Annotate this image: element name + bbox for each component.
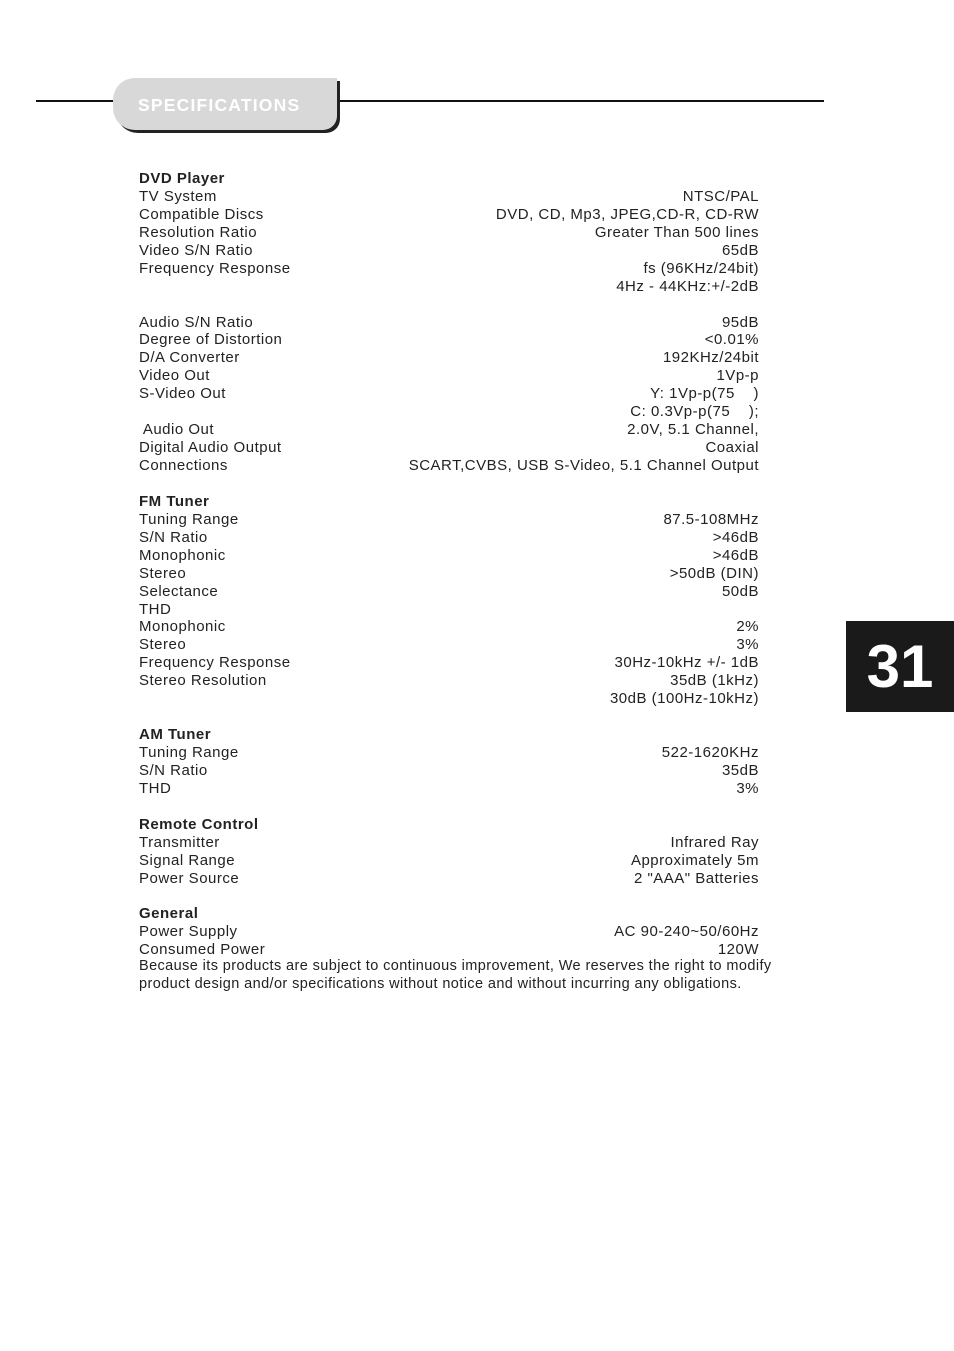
- spec-label: Digital Audio Output: [139, 439, 282, 457]
- spec-value: 87.5-108MHz: [663, 510, 759, 528]
- spec-label: Transmitter: [139, 833, 220, 851]
- spec-row: [139, 278, 759, 296]
- spec-row: [139, 529, 759, 547]
- spec-value: Approximately 5m: [630, 851, 759, 869]
- spec-label: THD: [139, 600, 172, 618]
- spec-label: Stereo: [139, 564, 187, 582]
- spec-value: >50dB (DIN): [669, 564, 759, 582]
- spec-value: >46dB: [712, 546, 759, 564]
- spec-label: S-Video Out: [139, 385, 226, 403]
- spec-row: [139, 762, 759, 780]
- section-heading-text: AM Tuner: [139, 726, 212, 744]
- spec-value: 35dB: [721, 761, 759, 779]
- spec-row: [139, 457, 759, 475]
- page-number-badge: [846, 621, 954, 712]
- section-heading: [139, 816, 759, 834]
- section-heading-text: FM Tuner: [139, 492, 210, 510]
- spec-row: [139, 242, 759, 260]
- spec-row: [139, 314, 759, 332]
- spec-value: 95dB: [721, 313, 759, 331]
- section-heading-text: DVD Player: [139, 170, 225, 187]
- spec-label: Video S/N Ratio: [139, 241, 253, 259]
- spec-value: 522-1620KHz: [661, 744, 759, 761]
- spec-row: [139, 654, 759, 672]
- spec-row: [139, 672, 759, 690]
- spec-label: Degree of Distortion: [139, 331, 283, 349]
- footnote: Because its products are subject to continuous improvement, We reserves the right to modify product design and/or specifications without notice and without incurring any obligations.: [139, 958, 772, 992]
- spec-value: 65dB: [721, 241, 759, 259]
- spec-row: [139, 834, 759, 852]
- header-rule-right: [338, 100, 824, 102]
- spec-value: 1Vp-p: [716, 367, 759, 385]
- section-gap: [139, 798, 759, 816]
- spec-row: [139, 852, 759, 870]
- spec-row: [139, 547, 759, 565]
- section-heading: [139, 726, 759, 744]
- spec-value: 50dB: [721, 582, 759, 600]
- spec-label: TV System: [139, 187, 217, 205]
- spec-value: 4Hz - 44KHz:+/-2dB: [616, 277, 759, 295]
- spec-row: [139, 601, 759, 619]
- spec-row: [139, 511, 759, 529]
- page-number: 31: [866, 633, 934, 700]
- spec-row: [139, 224, 759, 242]
- spec-label: Video Out: [139, 367, 210, 385]
- spec-row: [139, 618, 759, 636]
- spec-row: [139, 870, 759, 888]
- spec-row: [139, 260, 759, 278]
- spacer-row: [139, 708, 759, 726]
- spec-row: [139, 780, 759, 798]
- spec-label: Signal Range: [139, 851, 236, 869]
- spec-value: Coaxial: [705, 439, 759, 457]
- specifications-list: [139, 170, 759, 959]
- spec-value: fs (96KHz/24bit): [643, 259, 759, 277]
- spec-label: Stereo Resolution: [139, 672, 267, 690]
- section-title-tab: [113, 78, 337, 130]
- spec-label: Tuning Range: [139, 744, 239, 761]
- spec-value: Greater Than 500 lines: [594, 223, 759, 241]
- spec-row: [139, 923, 759, 941]
- spec-label: Frequency Response: [139, 259, 291, 277]
- spec-value: 192KHz/24bit: [662, 349, 759, 367]
- spec-label: Power Supply: [139, 923, 238, 941]
- spec-label: Connections: [139, 457, 228, 474]
- spec-row: [139, 690, 759, 708]
- spec-value: 3%: [736, 779, 759, 797]
- spec-value: <0.01%: [704, 331, 759, 349]
- spec-label: Audio S/N Ratio: [139, 313, 254, 331]
- page-title: SPECIFICATIONS: [138, 95, 301, 115]
- spec-value: Infrared Ray: [670, 833, 759, 851]
- spec-value: 2%: [736, 618, 759, 636]
- section-gap: [139, 888, 759, 906]
- spec-row: [139, 367, 759, 385]
- spec-label: Tuning Range: [139, 510, 239, 528]
- spec-value: 30Hz-10kHz +/- 1dB: [614, 654, 759, 672]
- spec-row: [139, 636, 759, 654]
- spec-label: Consumed Power: [139, 941, 266, 959]
- spec-value: 30dB (100Hz-10kHz): [609, 690, 759, 708]
- spec-row: [139, 385, 759, 403]
- section-heading: [139, 493, 759, 511]
- spec-row: [139, 331, 759, 349]
- spec-label: Compatible Discs: [139, 205, 264, 223]
- header-rule-left: [36, 100, 116, 102]
- spec-row: [139, 421, 759, 439]
- spec-label: D/A Converter: [139, 349, 240, 367]
- spec-value: 2 "AAA" Batteries: [633, 869, 759, 887]
- spec-row: [139, 583, 759, 601]
- spec-value: AC 90-240~50/60Hz: [614, 923, 759, 941]
- spec-value: NTSC/PAL: [682, 187, 759, 205]
- section-heading-text: Remote Control: [139, 815, 259, 833]
- spec-row: [139, 744, 759, 762]
- spec-value: SCART,CVBS, USB S-Video, 5.1 Channel Output: [408, 457, 759, 474]
- section-heading: [139, 905, 759, 923]
- spec-row: [139, 941, 759, 959]
- spacer-row: [139, 296, 759, 314]
- spec-label: S/N Ratio: [139, 761, 208, 779]
- section-gap: [139, 475, 759, 493]
- spec-label: S/N Ratio: [139, 528, 208, 546]
- spec-value: 35dB (1kHz): [670, 672, 759, 690]
- section-heading: [139, 170, 759, 188]
- spec-row: [139, 565, 759, 583]
- spec-value: 120W: [717, 941, 759, 959]
- spec-label: Monophonic: [139, 618, 226, 636]
- spec-label: Audio Out: [139, 421, 215, 439]
- spec-label: Monophonic: [139, 546, 226, 564]
- spec-label: Stereo: [139, 636, 187, 654]
- spec-value: >46dB: [712, 528, 759, 546]
- spec-label: THD: [139, 779, 172, 797]
- spec-row: [139, 188, 759, 206]
- spec-label: Selectance: [139, 582, 219, 600]
- spec-value: Y: 1Vp-p(75 ): [650, 385, 759, 403]
- spec-value: C: 0.3Vp-p(75 );: [630, 403, 759, 421]
- spec-label: Power Source: [139, 869, 240, 887]
- spec-row: [139, 206, 759, 224]
- spec-label: Resolution Ratio: [139, 223, 258, 241]
- spec-row: [139, 349, 759, 367]
- spec-value: 2.0V, 5.1 Channel,: [627, 421, 759, 439]
- spec-label: Frequency Response: [139, 654, 291, 672]
- spec-value: 3%: [736, 636, 759, 654]
- section-heading-text: General: [139, 905, 199, 923]
- spec-value: DVD, CD, Mp3, JPEG,CD-R, CD-RW: [495, 205, 759, 223]
- spec-row: [139, 439, 759, 457]
- spec-row: [139, 403, 759, 421]
